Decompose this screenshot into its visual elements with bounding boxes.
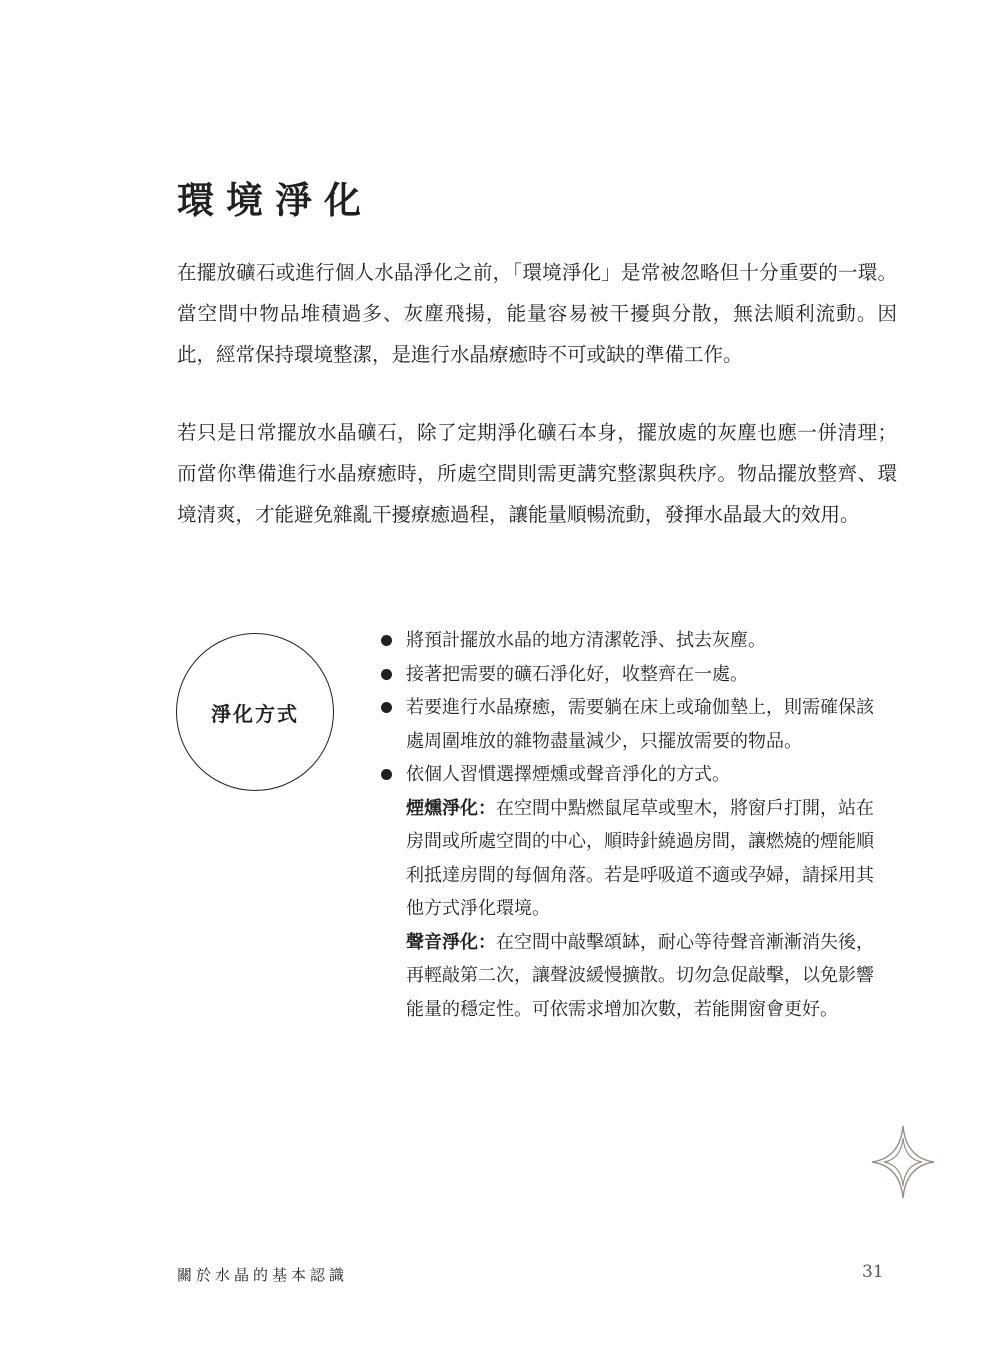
page-title: 環境淨化	[177, 179, 373, 222]
list-item	[378, 691, 890, 758]
page-number: 31	[862, 1262, 884, 1282]
smoke-method-name: 煙燻淨化：	[406, 797, 496, 819]
list-item	[378, 624, 890, 658]
body-paragraph: 若只是日常擺放水晶礦石，除了定期淨化礦石本身，擺放處的灰塵也應一併清理；而當你準備進行水晶療癒時，所處空間則需更講究整潔與秩序。物品擺放整齊、環境清爽，才能避免雜亂干擾療癒過程，讓能量順暢流動，發揮水晶最大的效用。	[177, 421, 897, 526]
list-item-text: 依個人習慣選擇煙燻或聲音淨化的方式。	[406, 764, 730, 785]
method-circle	[176, 633, 334, 791]
smoke-method	[378, 792, 890, 926]
sound-method-text: 在空間中敲擊頌缽，耐心等待聲音漸漸消失後，再輕敲第二次，讓聲波緩慢擴散。切勿急促敲擊，以免影響能量的穩定性。可依需求增加次數，若能開窗會更好。	[406, 931, 874, 1020]
sound-method-name: 聲音淨化：	[406, 931, 496, 953]
list-item	[378, 658, 890, 692]
bullet-icon	[381, 635, 392, 646]
list-item-text: 若要進行水晶療癒，需要躺在床上或瑜伽墊上，則需確保該處周圍堆放的雜物盡量減少，只擺放需要的物品。	[406, 697, 874, 752]
list-item-text: 將預計擺放水晶的地方清潔乾淨、拭去灰塵。	[406, 630, 766, 651]
bullet-icon	[381, 769, 392, 780]
four-point-star-icon	[870, 1124, 936, 1200]
circle-label: 淨化方式	[211, 701, 299, 726]
method-list	[378, 624, 890, 1026]
smoke-method-text: 在空間中點燃鼠尾草或聖木，將窗戶打開，站在房間或所處空間的中心，順時針繞過房間，讓燃燒的煙能順利抵達房間的每個角落。若是呼吸道不適或孕婦，請採用其他方式淨化環境。	[406, 797, 874, 919]
list-item	[378, 758, 890, 792]
footer-section-title: 關於水晶的基本認識	[177, 1266, 349, 1284]
sound-method	[378, 926, 890, 1027]
bullet-icon	[381, 669, 392, 680]
list-item-text: 接著把需要的礦石淨化好，收整齊在一處。	[406, 663, 748, 685]
intro-paragraph: 在擺放礦石或進行個人水晶淨化之前，「環境淨化」是常被忽略但十分重要的一環。當空間中物品堆積過多、灰塵飛揚，能量容易被干擾與分散，無法順利流動。因此，經常保持環境整潔，是進行水晶療癒時不可或缺的準備工作。	[177, 261, 897, 366]
bullet-icon	[381, 702, 392, 713]
